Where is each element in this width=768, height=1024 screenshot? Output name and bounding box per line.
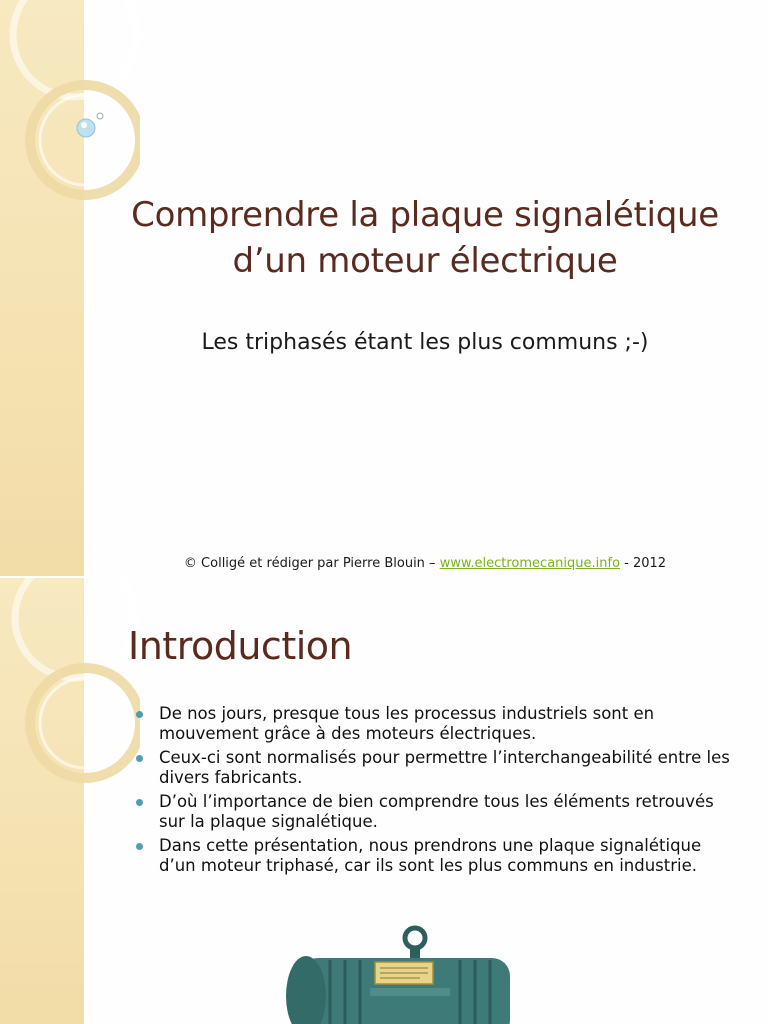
list-item bbox=[132, 836, 742, 876]
list-item bbox=[132, 748, 742, 788]
bullet-text: Ceux-ci sont normalisés pour permettre l’interchangeabilité entre les divers fabricants. bbox=[159, 748, 730, 787]
bullet-text: Dans cette présentation, nous prendrons une plaque signalétique d’un moteur triphasé, car ils sont les plus communs en industrie. bbox=[159, 836, 702, 875]
credit-line bbox=[100, 556, 750, 571]
slide-heading: Introduction bbox=[128, 624, 353, 668]
title-line-1: Comprendre la plaque signalétique bbox=[131, 195, 719, 235]
list-item bbox=[132, 792, 742, 832]
title-line-2: d’un moteur électrique bbox=[232, 241, 618, 281]
electric-motor-icon bbox=[270, 918, 530, 1024]
website-link[interactable]: www.electromecanique.info bbox=[439, 556, 621, 571]
bullet-list bbox=[132, 704, 742, 880]
bullet-icon bbox=[136, 711, 143, 718]
decorative-rings-icon bbox=[0, 578, 140, 1024]
decorative-rings-icon bbox=[0, 0, 140, 576]
introduction-slide bbox=[0, 578, 768, 1024]
bullet-text: D’où l’importance de bien comprendre tous les éléments retrouvés sur la plaque signalétique. bbox=[159, 792, 714, 831]
bullet-icon bbox=[136, 799, 143, 806]
list-item bbox=[132, 704, 742, 744]
presentation-subtitle: Les triphasés étant les plus communs ;-) bbox=[201, 330, 649, 355]
credit-prefix: © Colligé et rédiger par Pierre Blouin – bbox=[183, 556, 440, 571]
presentation-title bbox=[100, 192, 750, 284]
bullet-icon bbox=[136, 755, 143, 762]
credit-suffix: - 2012 bbox=[620, 556, 667, 571]
bullet-icon bbox=[136, 843, 143, 850]
bullet-text: De nos jours, presque tous les processus industriels sont en mouvement grâce à des moteurs électriques. bbox=[159, 704, 655, 743]
